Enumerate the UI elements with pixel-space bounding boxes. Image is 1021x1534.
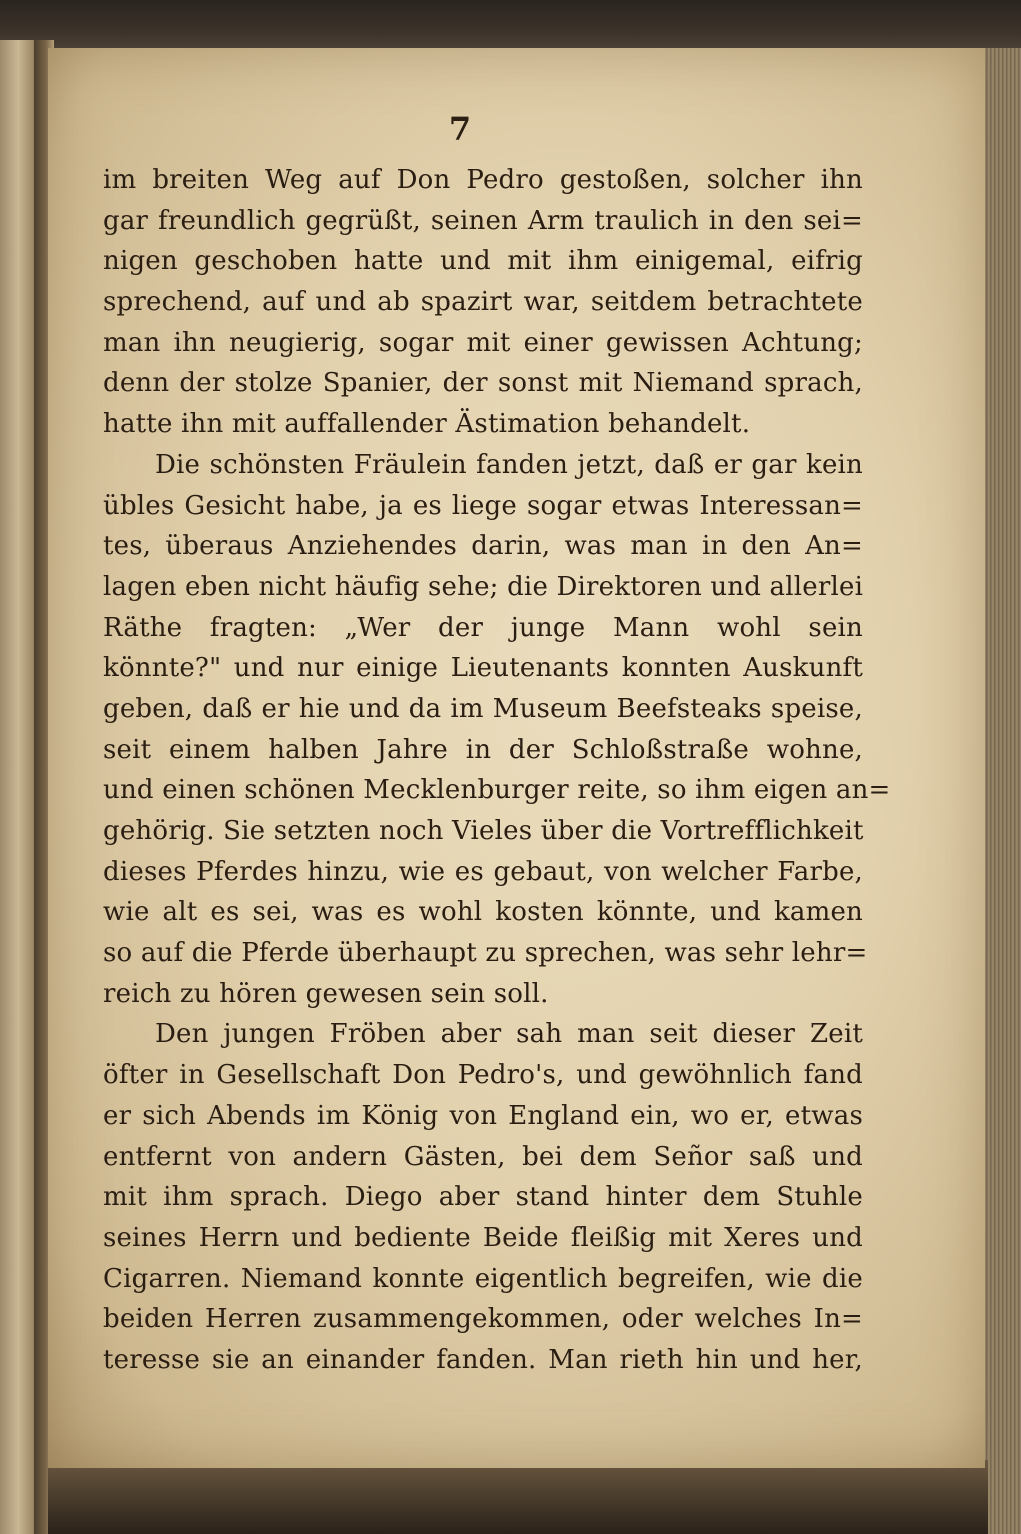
text-line: könnte?" und nur einige Lieutenants konnten Auskunft [103,653,863,684]
text-line: hatte ihn mit auffallender Ästimation behandelt. [103,409,751,440]
text-line: gehörig. Sie setzten noch Vieles über die Vortrefflichkeit [103,816,864,846]
text-line: Den jungen Fröben aber sah man seit dieser Zeit [155,1019,863,1050]
text-line: lagen eben nicht häufig sehe; die Direktoren und allerlei [103,571,864,602]
text-line: teresse sie an einander fanden. Man rieth hin und her, [103,1344,863,1375]
binding-bottom [48,1460,988,1534]
text-line: Cigarren. Niemand konnte eigentlich begreifen, wie die [103,1263,863,1294]
text-line: wie alt es sei, was es wohl kosten könnte, und kamen [103,897,863,928]
text-line: entfernt von andern Gästen, bei dem Señor saß und [103,1141,863,1172]
text-line: geben, daß er hie und da im Museum Beefsteaks speise, [103,693,863,724]
text-line: seit einem halben Jahre in der Schloßstraße wohne, [103,734,863,765]
text-line: reich zu hören gewesen sein soll. [103,978,549,1009]
text-line: er sich Abends im König von England ein, wo er, etwas [103,1100,863,1131]
text-line: sprechend, auf und ab spazirt war, seitdem betrachtete [103,287,863,318]
text-line: nigen geschoben hatte und mit ihm einigemal, eifrig [103,246,863,277]
text-line: dieses Pferdes hinzu, wie es gebaut, von welcher Farbe, [103,856,863,887]
text-line: denn der stolze Spanier, der sonst mit Niemand sprach, [103,368,863,399]
text-line: Räthe fragten: „Wer der junge Mann wohl sein [103,612,863,643]
text-line: gar freundlich gegrüßt, seinen Arm traulich in den sei= [103,205,863,236]
page-number: 7 [448,110,472,148]
text-line: im breiten Weg auf Don Pedro gestoßen, solcher ihn [103,165,863,195]
text-line: öfter in Gesellschaft Don Pedro's, und gewöhnlich fand [103,1060,863,1091]
body-text [103,160,891,1381]
text-line: beiden Herren zusammengekommen, oder welches In= [103,1304,863,1335]
text-line: so auf die Pferde überhaupt zu sprechen, was sehr lehr= [103,938,868,969]
text-line: übles Gesicht habe, ja es liege sogar etwas Interessan= [103,490,863,521]
page-stack-edge [983,48,1021,1534]
text-line: Die schönsten Fräulein fanden jetzt, daß er gar kein [155,449,863,480]
text-line: tes, überaus Anziehendes darin, was man in den An= [103,531,863,562]
text-line: seines Herrn und bediente Beide fleißig mit Xeres und [103,1222,863,1253]
text-line: man ihn neugierig, sogar mit einer gewissen Achtung; [103,327,863,358]
text-line: und einen schönen Mecklenburger reite, so ihm eigen an= [103,775,891,806]
text-line: mit ihm sprach. Diego aber stand hinter dem Stuhle [103,1182,863,1213]
